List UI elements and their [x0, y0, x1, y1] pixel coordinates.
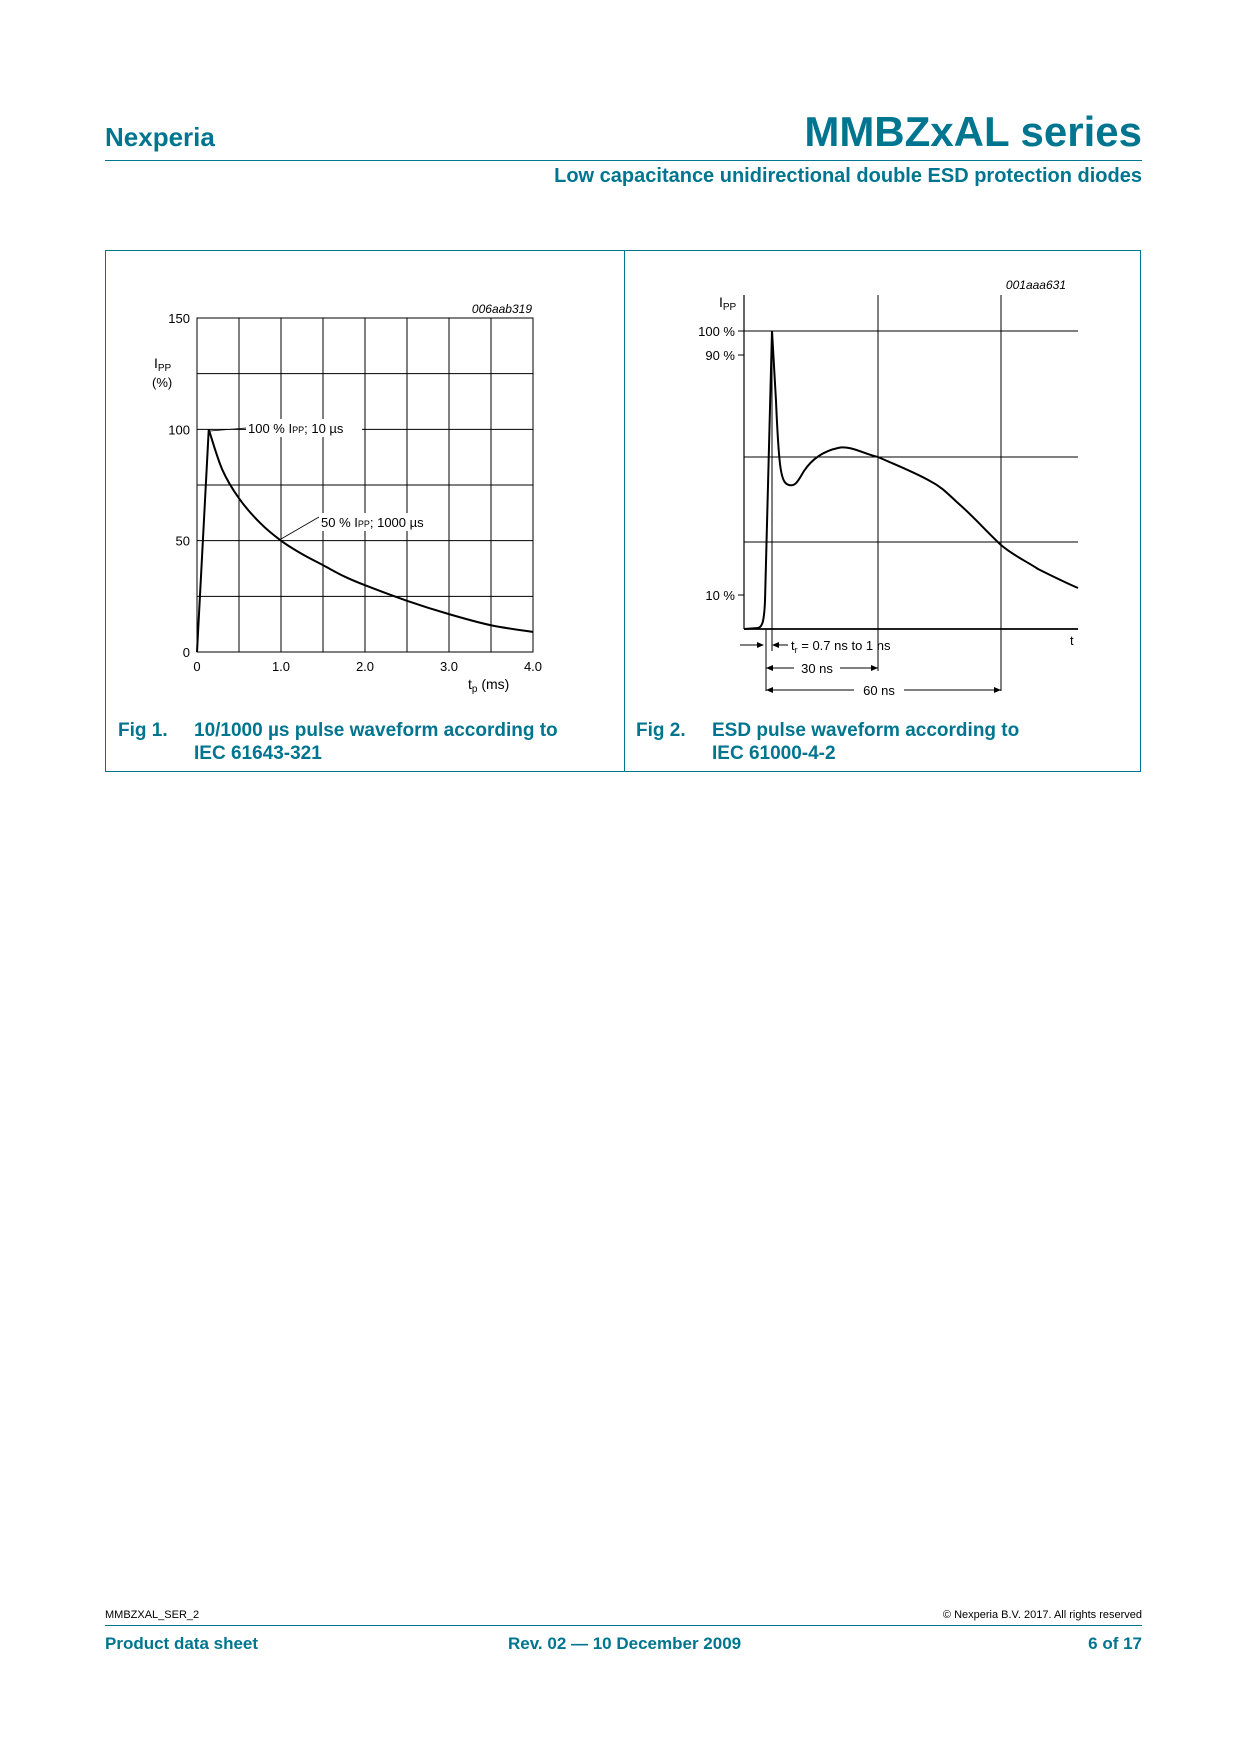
- fig2-y-tick-100: 100 %: [698, 324, 735, 339]
- fig1-y-tick-labels: [168, 311, 190, 660]
- svg-text:50 % IPP; 1000 µs: 50 % IPP; 1000 µs: [321, 515, 424, 530]
- fig1-x-tick-label: 4.0: [523, 659, 543, 674]
- fig2-30ns-dimension: [766, 661, 878, 676]
- svg-text:100 % IPP; 10 µs: 100 % IPP; 10 µs: [248, 421, 344, 436]
- fig2-rise-time-annotation: [740, 638, 891, 655]
- header-divider: [105, 160, 1142, 161]
- fig1-annotation-100: [210, 419, 378, 437]
- fig1-x-tick-label: 2.0: [355, 659, 375, 674]
- footer-copyright: © Nexperia B.V. 2017. All rights reserved: [942, 1609, 1142, 1621]
- fig1-number: Fig 1.: [118, 720, 168, 741]
- fig1-y-tick-label: 100: [168, 422, 190, 438]
- fig1-caption-line1: 10/1000 µs pulse waveform according to: [194, 720, 558, 741]
- fig1-caption-text: [194, 719, 594, 765]
- fig1-grid: [197, 318, 533, 652]
- fig2-caption-line2: IEC 61000-4-2: [712, 743, 836, 764]
- svg-text:60 ns: 60 ns: [863, 683, 895, 698]
- fig2-code: 001aaa631: [1005, 278, 1066, 292]
- fig1-caption: [118, 719, 618, 769]
- fig2-chart: [624, 251, 1142, 698]
- fig1-x-tick-label: 1.0: [271, 659, 291, 674]
- fig1-y-tick-label: 0: [182, 645, 190, 660]
- fig2-y-axis-label: $I_{PP}$: [719, 294, 737, 313]
- fig2-y-tick-90: 90 %: [705, 348, 735, 363]
- fig1-annotation-50: [281, 513, 444, 539]
- fig2-series-line: [744, 331, 1078, 629]
- fig2-number: Fig 2.: [636, 720, 686, 741]
- fig1-y-tick-label: 150: [168, 311, 190, 326]
- fig1-x-tick-label: 3.0: [439, 659, 459, 674]
- svg-text:30 ns: 30 ns: [801, 661, 833, 676]
- fig2-60ns-dimension: [766, 683, 1001, 698]
- fig1-y-tick-label: 50: [175, 533, 190, 549]
- footer-page-number: 6 of 17: [1088, 1634, 1142, 1653]
- fig1-code-label: 006aab319: [471, 302, 532, 316]
- brand-name: Nexperia: [105, 122, 215, 152]
- fig1-y-axis-unit: (%): [152, 375, 173, 390]
- footer-divider: [105, 1625, 1142, 1626]
- fig1-x-tick-label: 0: [193, 659, 201, 674]
- fig2-caption: [636, 719, 1136, 769]
- fig2-caption-text: [712, 719, 1112, 765]
- document-title: MMBZxAL series: [804, 108, 1142, 155]
- document-subtitle: Low capacitance unidirectional double ESD protection diodes: [554, 165, 1142, 187]
- fig1-x-axis-label: $t_p$ (ms): [468, 676, 510, 695]
- fig1-x-tick-labels: [193, 659, 542, 674]
- svg-text:tr = 0.7 ns to 1 ns: $t_r = 0.7$ ns to 1 ns: [791, 638, 891, 655]
- fig1-caption-line2: IEC 61643-321: [194, 743, 322, 764]
- fig2-y-tick-10: 10 %: [705, 588, 735, 603]
- figure-panel: [105, 250, 1141, 772]
- fig1-y-axis-label: $I_{PP}$: [154, 355, 172, 374]
- footer-document-type: Product data sheet: [105, 1634, 259, 1653]
- footer-revision: Rev. 02 — 10 December 2009: [508, 1634, 742, 1653]
- fig2-caption-line1: ESD pulse waveform according to: [712, 720, 1020, 741]
- footer-document-id: MMBZXAL_SER_2: [105, 1609, 200, 1621]
- fig2-x-axis-label: t: [1070, 633, 1074, 648]
- fig1-chart: [106, 251, 624, 695]
